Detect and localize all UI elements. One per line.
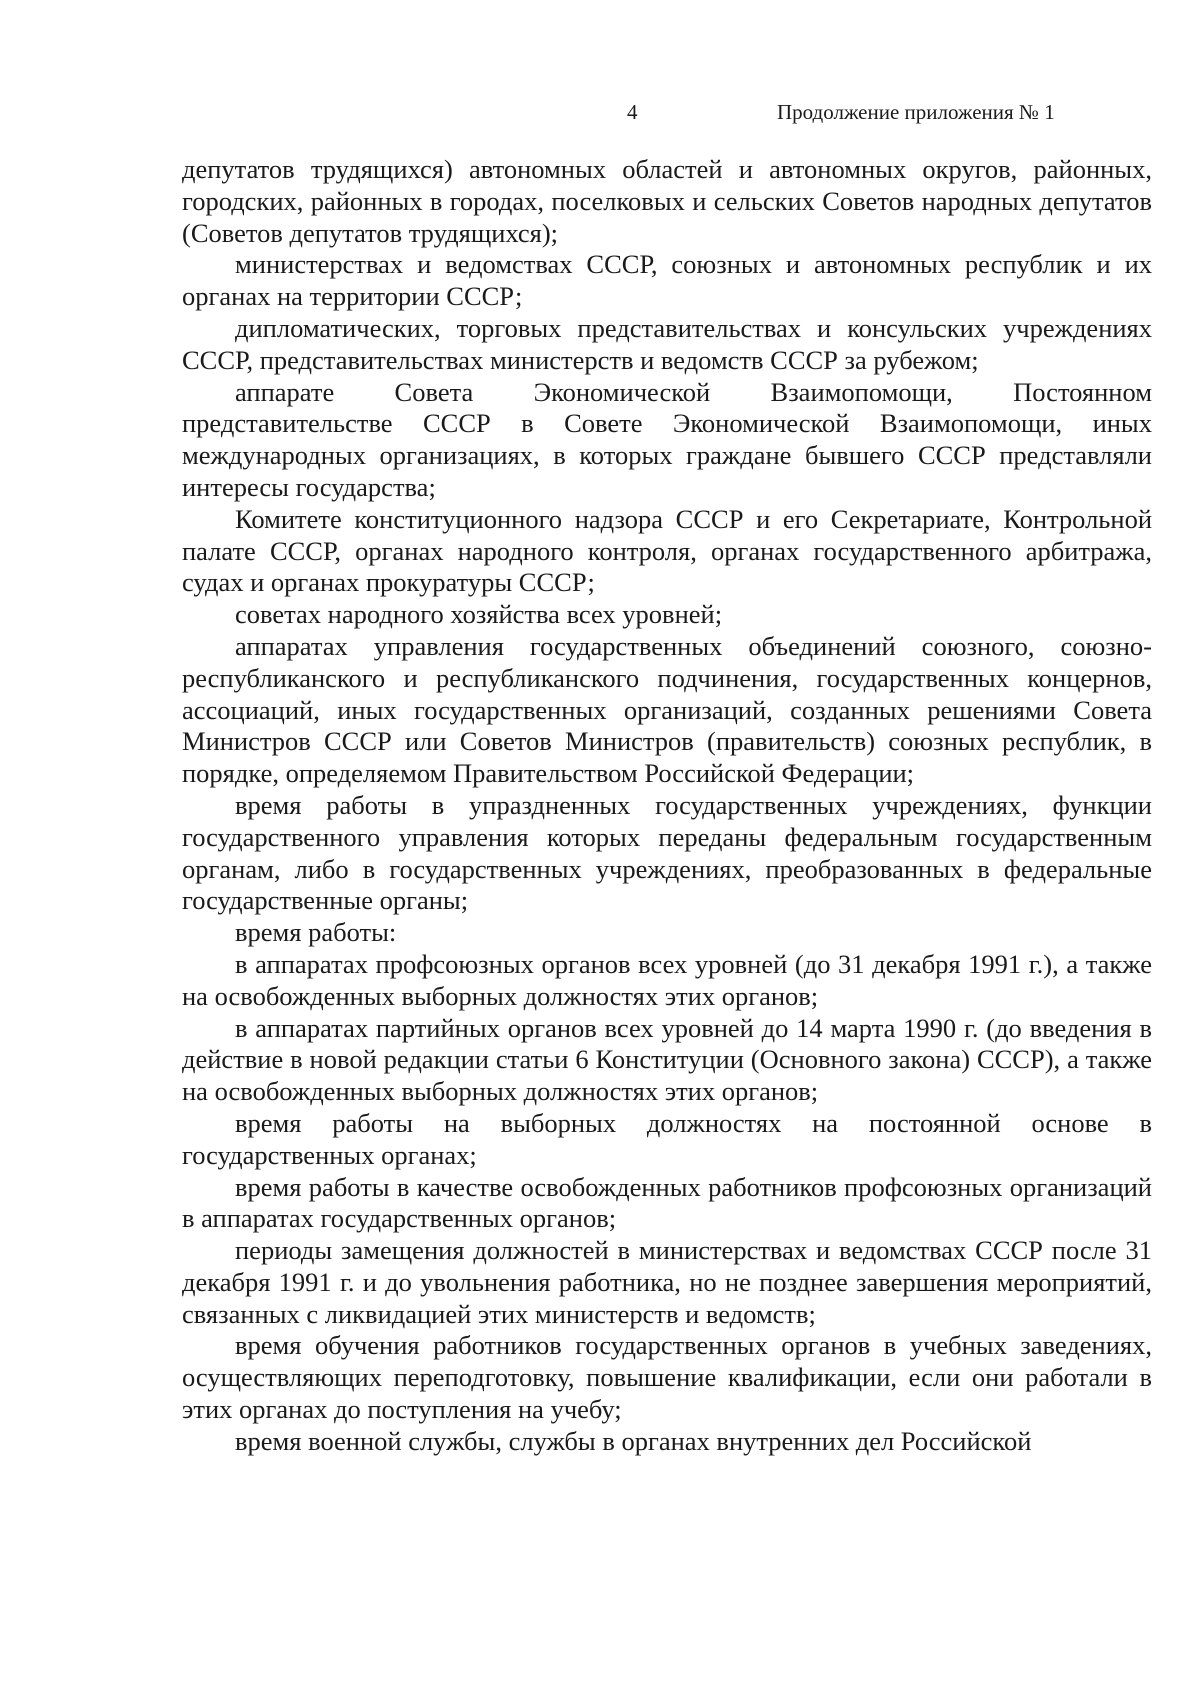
- paragraph: время работы в упраздненных государственных учреждениях, функции государственного управления которых переданы федеральным государственным органам, либо в государственных учреждениях, преобразованных в федеральные государственные органы;: [182, 789, 1152, 916]
- paragraph: депутатов трудящихся) автономных областей и автономных округов, районных, городских, районных в городах, поселковых и сельских Советов народных депутатов (Советов депутатов трудящихся);: [182, 154, 1152, 248]
- paragraph: в аппаратах партийных органов всех уровней до 14 марта 1990 г. (до введения в действие в новой редакции статьи 6 Конституции (Основного закона) СССР), а также на освобожденных выборных должностях этих органов;: [182, 1012, 1152, 1107]
- paragraph: время обучения работников государственных органов в учебных заведениях, осуществляющих переподготовку, повышение квалификации, если они работали в этих органах до поступления на учебу;: [182, 1330, 1152, 1425]
- paragraph: время военной службы, службы в органах внутренних дел Российской: [235, 1425, 1032, 1456]
- paragraph: время работы в качестве освобожденных работников профсоюзных организаций в аппаратах государственных органов;: [182, 1171, 1152, 1234]
- appendix-continuation-label: Продолжение приложения № 1: [777, 100, 1055, 124]
- paragraph: периоды замещения должностей в министерствах и ведомствах СССР после 31 декабря 1991 г. и до увольнения работника, но не позднее завершения мероприятий, связанных с ликвидацией этих министерств и ведомств;: [182, 1235, 1152, 1329]
- page-header: [0, 100, 1200, 130]
- document-body: [182, 154, 1152, 1458]
- page-number: 4: [627, 100, 638, 124]
- paragraph: советах народного хозяйства всех уровней;: [235, 599, 723, 630]
- paragraph: министерствах и ведомствах СССР, союзных и автономных республик и их органах на территории СССР;: [182, 249, 1152, 312]
- paragraph: время работы на выборных должностях на постоянной основе в государственных органах;: [182, 1107, 1152, 1170]
- paragraph: аппарате Совета Экономической Взаимопомощи, Постоянном представительстве СССР в Совете Экономической Взаимопомощи, иных международных организациях, в которых граждане бывшего СССР представляли интересы государства;: [182, 376, 1152, 502]
- paragraph: аппаратах управления государственных объединений союзного, союзно-республиканского и республиканского подчинения, государственных концернов, ассоциаций, иных государственных организаций, созданных решениями Совета Министров СССР или Советов Министров (правительств) союзных республик, в порядке, определяемом Правительством Российской Федерации;: [182, 630, 1152, 789]
- paragraph: Комитете конституционного надзора СССР и его Секретариате, Контрольной палате СССР, органах народного контроля, органах государственного арбитража, судах и органах прокуратуры СССР;: [182, 503, 1152, 598]
- paragraph: дипломатических, торговых представительствах и консульских учреждениях СССР, представительствах министерств и ведомств СССР за рубежом;: [182, 312, 1152, 375]
- paragraph: в аппаратах профсоюзных органов всех уровней (до 31 декабря 1991 г.), а также на освобожденных выборных должностях этих органов;: [182, 948, 1152, 1011]
- paragraph: время работы:: [235, 917, 397, 948]
